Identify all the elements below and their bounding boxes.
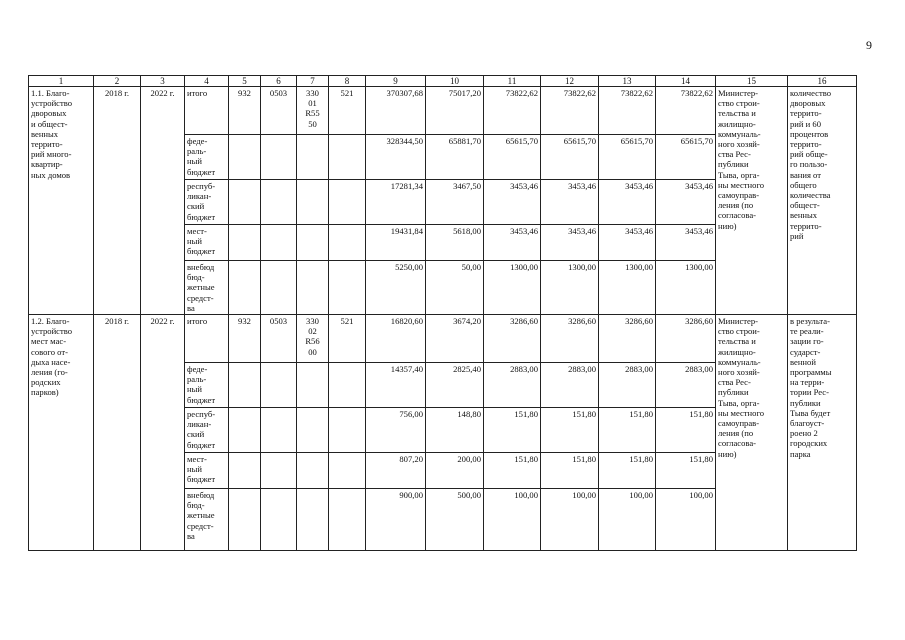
empty-cell — [261, 408, 297, 453]
csr-code: 330 02 R56 00 — [297, 315, 329, 363]
funding-source: мест- ный бюджет — [185, 453, 229, 489]
amount-cell: 2883,00 — [541, 363, 599, 408]
empty-cell — [329, 180, 366, 225]
executor: Министер- ство строи- тельства и жилищно- коммуналь- ного хозяй- ства Рес- публики Тыва, орга- ны местного самоуправ- ления (по согласова- нию) — [716, 87, 788, 315]
amount-cell: 1300,00 — [484, 261, 541, 315]
amount-cell: 328344,50 — [366, 135, 426, 180]
amount-cell: 1300,00 — [599, 261, 656, 315]
column-number: 8 — [329, 76, 366, 87]
empty-cell — [261, 363, 297, 408]
empty-cell — [261, 135, 297, 180]
amount-cell: 3286,60 — [656, 315, 716, 363]
empty-cell — [229, 135, 261, 180]
amount-cell: 100,00 — [484, 489, 541, 551]
empty-cell — [261, 261, 297, 315]
funding-source: респуб- ликан- ский бюджет — [185, 408, 229, 453]
column-number: 1 — [29, 76, 94, 87]
empty-cell — [261, 225, 297, 261]
amount-cell: 65881,70 — [426, 135, 484, 180]
end-year: 2022 г. — [141, 87, 185, 315]
amount-cell: 2883,00 — [484, 363, 541, 408]
amount-cell: 1300,00 — [656, 261, 716, 315]
vr-code: 521 — [329, 315, 366, 363]
amount-cell: 65615,70 — [541, 135, 599, 180]
amount-cell: 100,00 — [656, 489, 716, 551]
amount-cell: 3453,46 — [599, 225, 656, 261]
funding-source: феде- раль- ный бюджет — [185, 135, 229, 180]
empty-cell — [261, 453, 297, 489]
empty-cell — [261, 489, 297, 551]
funding-source: итого — [185, 315, 229, 363]
funding-source: внебюд бюд- жетные средст- ва — [185, 489, 229, 551]
empty-cell — [229, 180, 261, 225]
empty-cell — [329, 489, 366, 551]
amount-cell: 151,80 — [541, 453, 599, 489]
empty-cell — [329, 408, 366, 453]
empty-cell — [329, 363, 366, 408]
funding-source: внебюд бюд- жетные средст- ва — [185, 261, 229, 315]
amount-cell: 151,80 — [656, 408, 716, 453]
amount-cell: 148,80 — [426, 408, 484, 453]
amount-cell: 73822,62 — [656, 87, 716, 135]
amount-cell: 151,80 — [599, 453, 656, 489]
empty-cell — [297, 135, 329, 180]
amount-cell: 370307,68 — [366, 87, 426, 135]
amount-cell: 5618,00 — [426, 225, 484, 261]
amount-cell: 100,00 — [541, 489, 599, 551]
amount-cell: 3453,46 — [656, 225, 716, 261]
measure-name: 1.1. Благо- устройство дворовых и общест- венных террито- рий много- квартир- ных домов — [29, 87, 94, 315]
rzpr-code: 0503 — [261, 87, 297, 135]
amount-cell: 3467,50 — [426, 180, 484, 225]
amount-cell: 2825,40 — [426, 363, 484, 408]
csr-code: 330 01 R55 50 — [297, 87, 329, 135]
amount-cell: 200,00 — [426, 453, 484, 489]
end-year: 2022 г. — [141, 315, 185, 551]
column-number: 2 — [94, 76, 141, 87]
amount-cell: 3453,46 — [599, 180, 656, 225]
start-year: 2018 г. — [94, 87, 141, 315]
column-number: 5 — [229, 76, 261, 87]
empty-cell — [261, 180, 297, 225]
table-row — [29, 315, 857, 363]
amount-cell: 3453,46 — [484, 180, 541, 225]
funding-source: феде- раль- ный бюджет — [185, 363, 229, 408]
column-number: 15 — [716, 76, 788, 87]
empty-cell — [297, 261, 329, 315]
column-numbers-row — [29, 76, 857, 87]
empty-cell — [229, 408, 261, 453]
amount-cell: 75017,20 — [426, 87, 484, 135]
executor: Министер- ство строи- тельства и жилищно- коммуналь- ного хозяй- ства Рес- публики Тыва, орга- ны местного самоуправ- ления (по согласова- нию) — [716, 315, 788, 551]
table-row — [29, 87, 857, 135]
column-number: 16 — [788, 76, 857, 87]
amount-cell: 73822,62 — [541, 87, 599, 135]
amount-cell: 100,00 — [599, 489, 656, 551]
column-number: 4 — [185, 76, 229, 87]
empty-cell — [297, 489, 329, 551]
amount-cell: 151,80 — [656, 453, 716, 489]
expected-result: количество дворовых террито- рий и 60 процентов террито- рий обще- го пользо- вания от общего количества общест- венных террито- рий — [788, 87, 857, 315]
amount-cell: 151,80 — [541, 408, 599, 453]
page-number: 9 — [866, 38, 872, 52]
amount-cell: 3674,20 — [426, 315, 484, 363]
amount-cell: 65615,70 — [599, 135, 656, 180]
empty-cell — [329, 261, 366, 315]
empty-cell — [329, 225, 366, 261]
start-year: 2018 г. — [94, 315, 141, 551]
column-number: 13 — [599, 76, 656, 87]
amount-cell: 807,20 — [366, 453, 426, 489]
grbs-code: 932 — [229, 87, 261, 135]
amount-cell: 14357,40 — [366, 363, 426, 408]
empty-cell — [229, 363, 261, 408]
empty-cell — [297, 180, 329, 225]
funding-source: итого — [185, 87, 229, 135]
amount-cell: 19431,84 — [366, 225, 426, 261]
amount-cell: 73822,62 — [599, 87, 656, 135]
amount-cell: 500,00 — [426, 489, 484, 551]
column-number: 11 — [484, 76, 541, 87]
column-number: 10 — [426, 76, 484, 87]
amount-cell: 3286,60 — [599, 315, 656, 363]
amount-cell: 65615,70 — [656, 135, 716, 180]
measure-name: 1.2. Благо- устройство мест мас- сового от- дыха насе- ления (го- родских парков) — [29, 315, 94, 551]
amount-cell: 5250,00 — [366, 261, 426, 315]
empty-cell — [329, 135, 366, 180]
amount-cell: 3453,46 — [484, 225, 541, 261]
empty-cell — [297, 225, 329, 261]
amount-cell: 756,00 — [366, 408, 426, 453]
amount-cell: 2883,00 — [656, 363, 716, 408]
amount-cell: 17281,34 — [366, 180, 426, 225]
amount-cell: 151,80 — [484, 408, 541, 453]
column-number: 9 — [366, 76, 426, 87]
amount-cell: 3286,60 — [541, 315, 599, 363]
amount-cell: 73822,62 — [484, 87, 541, 135]
empty-cell — [229, 489, 261, 551]
empty-cell — [229, 453, 261, 489]
column-number: 6 — [261, 76, 297, 87]
column-number: 14 — [656, 76, 716, 87]
empty-cell — [297, 453, 329, 489]
funding-source: респуб- ликан- ский бюджет — [185, 180, 229, 225]
amount-cell: 3286,60 — [484, 315, 541, 363]
empty-cell — [229, 225, 261, 261]
empty-cell — [297, 408, 329, 453]
amount-cell: 3453,46 — [656, 180, 716, 225]
empty-cell — [329, 453, 366, 489]
amount-cell: 3453,46 — [541, 180, 599, 225]
empty-cell — [229, 261, 261, 315]
column-number: 7 — [297, 76, 329, 87]
column-number: 3 — [141, 76, 185, 87]
amount-cell: 16820,60 — [366, 315, 426, 363]
amount-cell: 50,00 — [426, 261, 484, 315]
rzpr-code: 0503 — [261, 315, 297, 363]
amount-cell: 151,80 — [599, 408, 656, 453]
amount-cell: 65615,70 — [484, 135, 541, 180]
funding-source: мест- ный бюджет — [185, 225, 229, 261]
amount-cell: 3453,46 — [541, 225, 599, 261]
amount-cell: 151,80 — [484, 453, 541, 489]
amount-cell: 1300,00 — [541, 261, 599, 315]
vr-code: 521 — [329, 87, 366, 135]
amount-cell: 900,00 — [366, 489, 426, 551]
empty-cell — [297, 363, 329, 408]
column-number: 12 — [541, 76, 599, 87]
amount-cell: 2883,00 — [599, 363, 656, 408]
program-measures-table — [28, 75, 857, 551]
expected-result: в результа- те реали- зации го- сударст- венной программы на терри- тории Рес- публики Тыва будет благоуст- роено 2 городских парка — [788, 315, 857, 551]
grbs-code: 932 — [229, 315, 261, 363]
